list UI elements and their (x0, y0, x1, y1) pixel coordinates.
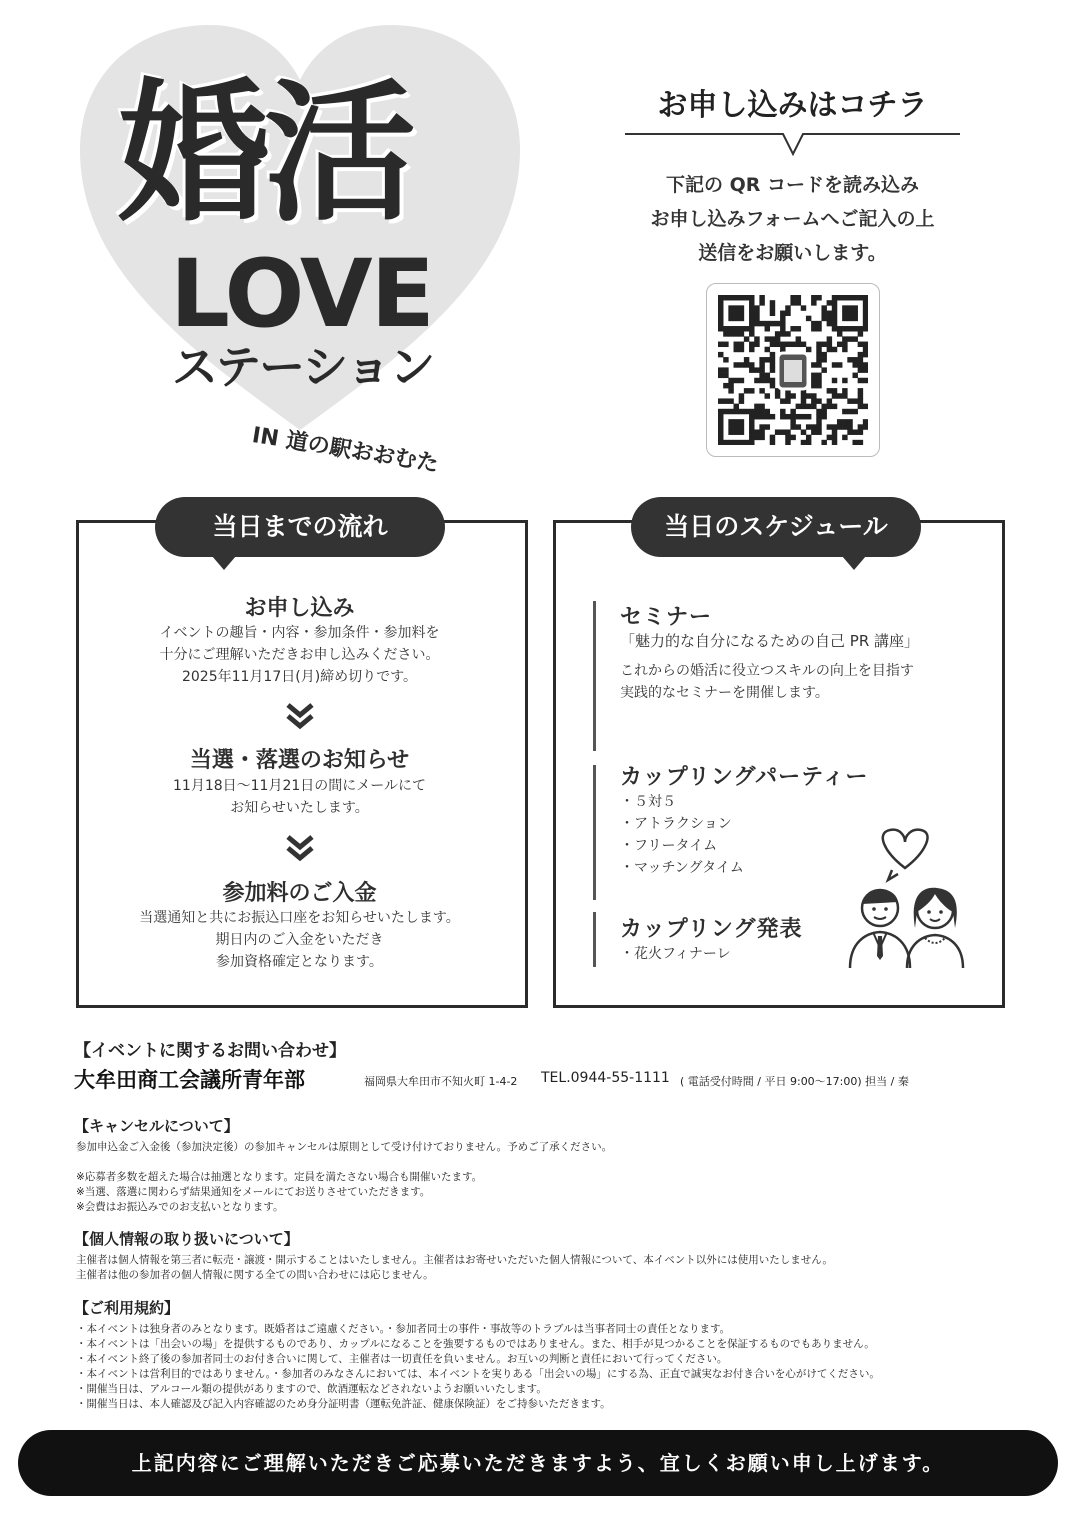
terms-line: ・本イベントは営利目的ではありません。・参加者のみなさんにおいては、本イベントを実りある「出会いの場」にする為、正直で誠実なお付き合いを心がけてください。 (76, 1368, 880, 1380)
couple-illustration-icon (845, 828, 970, 973)
privacy-line: 主催者は他の参加者の個人情報に関する全ての問い合わせには応じません。 (76, 1269, 434, 1281)
contact-label: 【イベントに関するお問い合わせ】 (74, 1041, 346, 1061)
terms-heading: 【ご利用規約】 (74, 1299, 180, 1317)
terms-line: ・本イベントは「出会いの場」を提供するものであり、カップルになることを強要するものではありません。また、相手が見つかることを保証するものでもありません。 (76, 1338, 875, 1350)
logo-kanji: 婚活 (118, 65, 410, 242)
schedule-pill-tail (842, 556, 866, 570)
apply-instructions (605, 168, 980, 270)
organizer-address: 福岡県大牟田市不知火町 1-4-2 (364, 1075, 518, 1088)
schedule-pill: 当日のスケジュール (631, 497, 921, 557)
flow-step-line: 十分にご理解いただきお申し込みください。 (159, 647, 440, 663)
flow-step-line: 期日内のご入金をいただき (215, 932, 384, 948)
flow-step-line: 11月18日～11月21日の間にメールにて (173, 778, 426, 794)
terms-line: ・本イベント終了後の参加者同士のお付き合いに関して、主催者は一切責任を負いません。お互いの判断と責任において行ってください。 (76, 1353, 728, 1365)
double-chevron-down-icon (285, 702, 315, 730)
schedule-item-title: カップリング発表 (620, 917, 803, 942)
cancel-note: ※会費はお振込みでのお支払いとなります。 (76, 1201, 284, 1213)
terms-line: ・開催当日は、本人確認及び記入内容確認のため身分証明書（運転免許証、健康保険証）をご持参いただきます。 (76, 1398, 611, 1410)
flow-step-line: 2025年11月17日(月)締め切りです。 (181, 669, 418, 685)
flow-step-text (78, 775, 521, 819)
flow-step-line: イベントの趣旨・内容・参加条件・参加料を (159, 625, 440, 641)
cancel-heading: 【キャンセルについて】 (74, 1117, 239, 1135)
qr-code-icon (718, 295, 868, 445)
terms-line: ・開催当日は、アルコール類の提供がありますので、飲酒運転などされないようお願いいたします。 (76, 1383, 547, 1395)
schedule-line: これからの婚活に役立つスキルの向上を目指す (620, 663, 914, 679)
privacy-text (76, 1253, 1016, 1283)
flow-step-title: 当選・落選のお知らせ (189, 748, 410, 773)
schedule-item-text (620, 630, 919, 704)
schedule-item-text (620, 943, 731, 965)
flow-step-title: お申し込み (244, 596, 355, 621)
schedule-line: ・５対５ (620, 794, 676, 810)
flow-step-text (78, 907, 521, 973)
flow-step-title: 参加料のご入金 (222, 881, 377, 906)
schedule-line: ・フリータイム (620, 838, 718, 854)
apply-line: 送信をお願いします。 (698, 242, 887, 264)
schedule-line: 実践的なセミナーを開催します。 (620, 685, 829, 701)
organizer-name: 大牟田商工会議所青年部 (74, 1068, 305, 1092)
schedule-line: 「魅力的な自分になるための自己 PR 講座」 (620, 632, 920, 650)
double-chevron-down-icon (285, 834, 315, 862)
schedule-bar (593, 912, 596, 967)
apply-line: 下記の QR コードを読み込み (665, 174, 919, 196)
phone-hours: ( 電話受付時間 / 平日 9:00～17:00) 担当 / 秦 (680, 1075, 909, 1088)
cancel-notes (76, 1170, 1016, 1215)
schedule-line (620, 652, 919, 660)
cancel-text (76, 1140, 1016, 1155)
flow-step-line: お知らせいたします。 (230, 800, 369, 816)
speech-line-icon (625, 132, 960, 158)
privacy-line: 主催者は個人情報を第三者に転売・譲渡・開示することはいたしません。主催者はお寄せいただいた個人情報について、本イベント以外には使用いたしません。 (76, 1254, 833, 1266)
cancel-note: ※応募者多数を超えた場合は抽選となります。定員を満たさない場合も開催いたます。 (76, 1171, 483, 1183)
phone-number[interactable]: TEL.0944-55-1111 (541, 1070, 670, 1086)
logo-subtitle: IN 道の駅おおむた (250, 422, 441, 478)
schedule-line: ・マッチングタイム (620, 860, 744, 876)
schedule-bar (593, 765, 596, 900)
schedule-line: ・花火フィナーレ (620, 946, 731, 962)
cancel-note: ※当選、落選に関わらず結果通知をメールにてお送りさせていただきます。 (76, 1186, 431, 1198)
schedule-item-text (620, 791, 744, 879)
schedule-item-title: カップリングパーティー (620, 765, 869, 790)
flow-pill-tail (212, 556, 236, 570)
privacy-heading: 【個人情報の取り扱いについて】 (74, 1230, 299, 1248)
schedule-item-title: セミナー (620, 605, 713, 630)
apply-title: お申し込みはコチラ (657, 88, 928, 123)
terms-text (76, 1322, 1016, 1412)
flow-step-line: 参加資格確定となります。 (216, 954, 383, 970)
terms-line: ・本イベントは独身者のみとなります。既婚者はご遠慮ください。・参加者同士の事件・事故等のトラブルは当事者同士の責任となります。 (76, 1323, 731, 1335)
flow-pill: 当日までの流れ (155, 497, 445, 557)
qr-code[interactable] (706, 283, 880, 457)
schedule-line: ・アトラクション (620, 816, 732, 832)
flow-step-line: 当選通知と共にお振込口座をお知らせいたします。 (139, 910, 460, 926)
flow-step-text (78, 622, 521, 688)
logo-love: LOVE (170, 240, 433, 349)
closing-banner: 上記内容にご理解いただきご応募いただきますよう、宜しくお願い申し上げます。 (18, 1430, 1058, 1496)
logo-station: ステーション (172, 340, 434, 394)
apply-line: お申し込みフォームへご記入の上 (650, 208, 935, 230)
cancel-line: 参加申込金ご入金後（参加決定後）の参加キャンセルは原則として受け付けておりません。予めご了承ください。 (76, 1141, 613, 1153)
schedule-bar (593, 601, 596, 751)
